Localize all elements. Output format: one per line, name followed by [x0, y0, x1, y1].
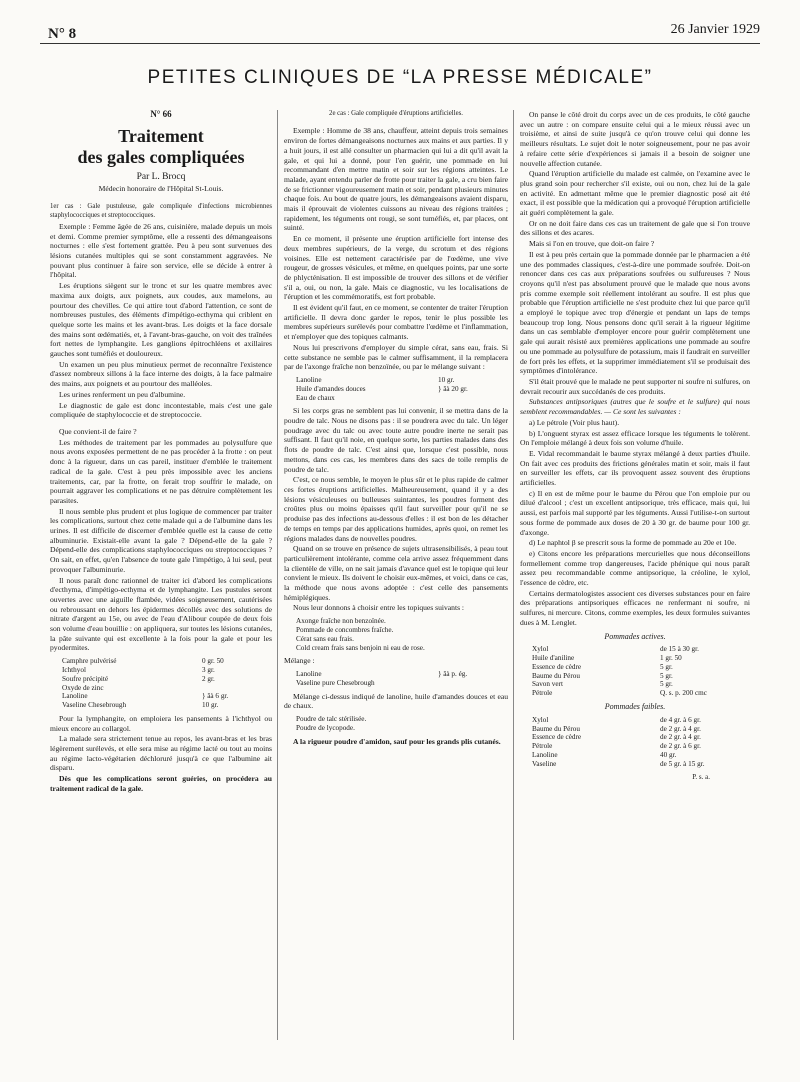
section-heading: Pommades faibles.: [604, 702, 666, 712]
article-author: Par L. Brocq: [136, 171, 186, 182]
topic-list: [296, 617, 508, 652]
quantity: [202, 684, 272, 693]
formula-row: [532, 733, 750, 742]
quantity: } âà p. ég.: [438, 670, 468, 679]
quantity: 0 gr. 50: [202, 657, 224, 666]
quantity: 5 gr.: [660, 662, 673, 671]
prescription-signature: P. s. a.: [692, 772, 710, 781]
ingredient: Vaseline Chesebrough: [62, 701, 127, 710]
column-1: [50, 110, 272, 795]
formula-row: [532, 689, 750, 698]
paragraph: d) Le naphtol β se prescrit sous la forme de pommade au 20e et 10e.: [529, 538, 737, 548]
formula-row: [62, 657, 272, 666]
formula-table: [62, 657, 272, 710]
formula-row: [532, 725, 750, 734]
quantity: 10 gr.: [438, 375, 455, 384]
paragraph: Mélange :: [284, 656, 315, 666]
quantity: 3 gr.: [202, 665, 215, 674]
paragraph: Nous leur donnons à choisir entre les topiques suivants :: [293, 603, 465, 613]
quantity: 5 gr.: [660, 680, 673, 689]
formula-row: [532, 751, 750, 760]
paragraph: Il nous paraît donc rationnel de traiter ici d'abord les complications d'ecthyma, d'impétigo-ecthyma et de lymphangite. Les pustules seront ouvertes avec une aiguille flambée, vidées soigneusement, cautérisées ou rebroussant en dehors les épidermes décollés avec des solutions de nitrate d'argent au 15e, ou avec de l'eau d'Alibour coupée de deux fois son volume d'eau bouillie : on appliquera, sur toutes les lésions cutanées, la pâte suivante qui est excellente à la fois pour la gale et pour les pyodermites.: [50, 575, 272, 653]
section-heading: Pommades actives.: [604, 631, 666, 641]
quantity: de 2 gr. à 4 gr.: [660, 724, 701, 733]
article-number: N° 66: [150, 109, 172, 119]
list-item: Poudre de talc stérilisée.: [296, 715, 367, 724]
column-divider: [277, 110, 278, 1040]
list-item: Poudre de lycopode.: [296, 723, 355, 732]
paragraph: Mélange ci-dessus indiqué de lanoline, huile d'amandes douces et eau de chaux.: [284, 691, 508, 711]
paragraph: On panse le côté droit du corps avec un de ces produits, le côté gauche avec un autre : on compare ensuite celui qui a le mieux réussi avec un troisième, et ainsi de suite jusqu'à ce qu'on trouve celui qui donne les meilleurs résultats. Le sujet doit le noter soigneusement, pour ne pas avoir à refaire cette série d'expériences si jamais il a besoin de soigner une nouvelle affection cutanée.: [520, 110, 750, 168]
ingredient: Ichthyol: [62, 665, 86, 674]
paragraph: E. Vidal recommandait le baume styrax mélangé à deux parties d'huile. On fait avec ces produits des frictions générales matin et soir, mais il faut en surveiller les effets, car ils provoquent assez souvent des éruptions artificielles.: [520, 448, 750, 488]
ingredient: Xylol: [532, 715, 549, 724]
column-divider: [513, 110, 514, 1040]
paragraph: b) L'onguent styrax est assez efficace lorsque les téguments le tolèrent. On l'emploie mélangé à deux fois son volume d'huile.: [520, 428, 750, 448]
quantity: 2 gr.: [202, 674, 215, 683]
ingredient: Lanoline: [296, 670, 322, 679]
ingredient: Essence de cèdre: [532, 662, 582, 671]
paragraph: C'est, ce nous semble, le moyen le plus sûr et le plus rapide de calmer ces fortes éruptions artificielles. Malheureusement, quand il y a des lésions vésiculeuses ou bulleuses suintantes, les poudres forment des croûtes plus ou moins épaisses qu'il faut surveiller pour qu'il ne se produise pas des infections au-dessous d'elles : il est bon de les détacher de temps en temps par des applications humides, après quoi, on remet les régions malades dans de nouvelles poudres.: [284, 475, 508, 543]
formula-row: [62, 684, 272, 693]
quantity: } âà 20 gr.: [438, 384, 468, 393]
ingredient: Pétrole: [532, 689, 553, 698]
paragraph: Quand l'éruption artificielle du malade est calmée, on l'examine avec le plus grand soin pour rechercher s'il existe, oui ou non, chez lui de la gale en activité. En admettant même que le premier diagnostic posé ait été exact, il est possible que la médication qui a provoqué l'éruption artificielle ait guéri complètement la gale.: [520, 169, 750, 218]
ingredient: Huile d'amandes douces: [296, 384, 366, 393]
topic-list: [296, 715, 508, 733]
formula-row: [532, 742, 750, 751]
quantity: de 2 gr. à 4 gr.: [660, 733, 701, 742]
formula-row: [532, 645, 750, 654]
formula-row: [62, 692, 272, 701]
formula-row: [62, 701, 272, 710]
ingredient: Savon vert: [532, 680, 563, 689]
title-line: des gales compliquées: [77, 146, 245, 167]
ingredient: Baume du Pérou: [532, 724, 580, 733]
issue-date: 26 Janvier 1929: [670, 22, 760, 37]
paragraph: Les méthodes de traitement par les pommades au polysulfure que nous avons exposées permettent de ne pas procéder à la frotte : on peut donc à la rigueur, dans un cas pareil, instituer d'emblée le traitement radical de la gale. C'est à peu près impossible avec les anciens traitements, car, par la frotte, on ferait trop souffrir le malade, on pourrait aggraver les complications et ne pas détruire complètement les parasites.: [50, 437, 272, 505]
journal-title: PETITES CLINIQUES DE “LA PRESSE MÉDICALE”: [147, 67, 653, 88]
formula-row: [62, 666, 272, 675]
paragraph: Que convient-il de faire ?: [59, 426, 137, 436]
paragraph: Les urines renferment un peu d'albumine.: [59, 389, 186, 399]
quantity: 1 gr. 50: [660, 654, 682, 663]
ingredient: Pétrole: [532, 742, 553, 751]
quantity: Q. s. p. 200 cmc: [660, 689, 707, 698]
header-rule: [40, 43, 760, 44]
formula-row: [532, 760, 750, 769]
ingredient: Vaseline pure Chesebrough: [296, 678, 375, 687]
formula-row: [532, 663, 750, 672]
paragraph: a) Le pétrole (Voir plus haut).: [529, 417, 620, 427]
ingredient: Soufre précipité: [62, 674, 109, 683]
paragraph: e) Citons encore les préparations mercurielles que nous déconseillons formellement comme trop dangereuses, l'acide phénique qui nous paraît assez peu recommandable comme antipsorique, la créoline, le xylol, l'essence de cèdre, etc.: [520, 548, 750, 588]
ingredient: Baume du Pérou: [532, 671, 580, 680]
paragraph: A la rigueur poudre d'amidon, sauf pour les grands plis cutanés.: [293, 736, 501, 746]
formula-row: [296, 394, 508, 403]
formula-row: [62, 675, 272, 684]
ingredient: Essence de cèdre: [532, 733, 582, 742]
formula-row: [532, 672, 750, 681]
formula-row: [532, 716, 750, 725]
quantity: de 15 à 30 gr.: [660, 645, 699, 654]
formula-table: [296, 376, 508, 402]
quantity: de 2 gr. à 6 gr.: [660, 742, 701, 751]
paragraph: Si les corps gras ne semblent pas lui convenir, il se mettra dans de la poudre de talc. Nous ne disons pas : il se poudrera avec du talc. Un léger poudrage avec du talc ou avec toute autre poudre inerte ne serait pas suffisant. Il faut qu'il noie, en quelque sorte, les parties malades dans des flots de poudre de talc. C'est ainsi que, lorsque c'est possible, nous mettons, dans ces cas, les membres dans des sacs de toile remplis de poudre de talc.: [284, 406, 508, 474]
paragraph: Substances antipsoriques (autres que le soufre et le sulfure) qui nous semblent recommandables. — Ce sont les suivantes :: [520, 397, 750, 417]
paragraph: La malade sera strictement tenue au repos, les avant-bras et les bras légèrement surélevés, et elle sera mise au régime lacté ou tout au moins au régime lacto-végétarien déchloruré jusqu'à ce que l'albumine ait disparu.: [50, 734, 272, 773]
list-item: Pommade de concombres fraîche.: [296, 625, 394, 634]
quantity: 5 gr.: [660, 671, 673, 680]
paragraph: c) Il en est de même pour le baume du Pérou que l'on emploie pur ou dilué d'alcool ; c'est un excellent antipsorique, très efficace, mais qui, lui aussi, est parfois mal supporté par les téguments. Aussi l'utilise-t-on surtout sous forme de pommade aux doses de 20 à 30 gr. de baume pour 100 gr. d'axonge.: [520, 488, 750, 537]
quantity: } âà 6 gr.: [202, 692, 229, 701]
paragraph: Nous lui prescrivons d'employer du simple cérat, sans eau, frais. Si cette substance ne semble pas le calmer suffisamment, il la remplacera par de l'axonge fraîche non benzoïnée, ou par le mélange suivant :: [284, 342, 508, 372]
quantity: [438, 394, 508, 403]
author-affiliation: Médecin honoraire de l'Hôpital St-Louis.: [98, 184, 224, 194]
article-title: [50, 126, 272, 168]
ingredient: Xylol: [532, 645, 549, 654]
paragraph: Un examen un peu plus minutieux permet de reconnaître l'existence d'assez nombreux sillons à la face interne des doigts, à la face palmaire des mains, aux poignets et au pourtour des malléoles.: [50, 359, 272, 389]
ingredient: Vaseline: [532, 759, 557, 768]
paragraph: Certains dermatologistes associent ces diverses substances pour en faire des préparations antipsoriques efficaces ne renfermant ni soufre, ni sulfures, ni mercure. Citons, comme exemples, les deux formules suivantes dues à M. Lenglet.: [520, 588, 750, 627]
formula-row: [296, 385, 508, 394]
paragraph: Pour la lymphangite, on emploiera les pansements à l'ichthyol ou mieux encore au collargol.: [50, 713, 272, 733]
formula-row: [296, 376, 508, 385]
column-2: [284, 110, 508, 747]
paragraph: Il est évident qu'il faut, en ce moment, se contenter de traiter l'éruption artificielle. Il devra donc garder le repos, tenir le plus possible les membres supérieurs surélevés pour combattre l'œdème et l'inflammation, et n'employer que des topiques calmants.: [284, 303, 508, 342]
paragraph: Or on ne doit faire dans ces cas un traitement de gale que si l'on trouve des sillons et des acares.: [520, 218, 750, 238]
paragraph: Exemple : Femme âgée de 26 ans, cuisinière, malade depuis un mois et demi. Comme premier symptôme, elle a ressenti des démangeaisons nocturnes : elle s'est fortement grattée. Peu à peu sont survenues des lésions cutanées multiples qui se sont constamment aggravées. Ne pouvant plus continuer à faire son service, elle se décide à entrer à l'hôpital.: [50, 221, 272, 280]
ingredient: Oxyde de zinc: [62, 683, 104, 692]
case-heading: 1er cas : Gale pustuleuse, gale compliquée d'infections microbiennes staphylococciques et streptococciques.: [50, 203, 272, 219]
paragraph: S'il était prouvé que le malade ne peut supporter ni soufre ni sulfures, on devrait recourir aux succédanés de ces produits.: [520, 376, 750, 396]
paragraph: Les éruptions siègent sur le tronc et sur les quatre membres avec maxima aux doigts, aux poignets, aux coudes, aux mamelons, au pourtour des chevilles. Ce qui attire tout d'abord l'attention, ce sont de nombreuses pustules, des éléments d'impétigo-ecthyma qui criblent en quelque sorte les mains et les avant-bras. Les doigts et la face dorsale des mains sont œdématiés, et, à l'avant-bras-gauche, on voit des traînées fort nettes de lymphangite. Les ganglions épitrochléens et axillaires gauches sont tuméfiés et douloureux.: [50, 281, 272, 359]
ingredient: Lanoline: [62, 692, 88, 701]
case-heading: 2e cas : Gale compliquée d'éruptions artificielles.: [329, 110, 463, 117]
ingredient: Eau de chaux: [296, 393, 335, 402]
quantity: de 4 gr. à 6 gr.: [660, 715, 701, 724]
formula-row: [296, 679, 508, 688]
formula-row: [532, 680, 750, 689]
paragraph: Le diagnostic de gale est donc incontestable, mais c'est une gale compliquée de staphylococcie et de streptococcie.: [50, 400, 272, 420]
formula-table: [532, 716, 750, 769]
ingredient: Lanoline: [532, 750, 558, 759]
list-item: Cérat sans eau frais.: [296, 634, 354, 643]
ingredient: Camphre pulvérisé: [62, 657, 117, 666]
formula-row: [532, 654, 750, 663]
ingredient: Huile d'aniline: [532, 654, 575, 663]
paragraph: Il nous semble plus prudent et plus logique de commencer par traiter les complications, surtout chez cette malade qui a de l'albumine dans les urines. Il est difficile de discerner d'emblée quelle est la cause de cette albuminurie. Existait-elle avant la gale ? Dépend-elle de la gale ? Dépend-elle des complications staphylococciques ou streptococciques ? On sait, en effet, qu'en l'absence de toute gale l'impétigo, à lui seul, peut provoquer l'albuminurie.: [50, 506, 272, 574]
paragraph: En ce moment, il présente une éruption artificielle fort intense des deux membres supérieurs, de la verge, du scrotum et des régions voisines. Elle est nettement caractérisée par de l'œdème, une vive rougeur, de grosses vésicules, et même, en quelques points, par une sorte de phlycténisation. Il est impossible de trouver des sillons et de vérifier s'il a, oui, ou non, la gale. Mais ce diagnostic, vu les localisations de l'éruption et les commémoratifs, est fort probable.: [284, 234, 508, 302]
quantity: [438, 679, 508, 688]
formula-row: [296, 670, 508, 679]
column-3: [520, 110, 750, 782]
paragraph: Quand on se trouve en présence de sujets ultrasensibilisés, à peau tout particulièrement intolérante, comme cela arrive assez fréquemment dans la clientèle de ville, on ne sait jamais d'avance quel est le topique qui leur convient le mieux. Ils doivent le choisir eux-mêmes, et voici, dans ce cas, la méthode que nous avons adoptée : c'est celle des pansements hémiplégiques.: [284, 544, 508, 602]
list-item: Cold cream frais sans benjoin ni eau de rose.: [296, 643, 425, 652]
paragraph: Exemple : Homme de 38 ans, chauffeur, atteint depuis trois semaines environ de fortes démangeaisons nocturnes aux mains et aux parties. Il y a huit jours, il est allé consulter un pharmacien qui lui a dit qu'il avait la gale, et qui lui a donné, pour l'en guérir, une pommade en lui recommandant d'en mettre matin et soir sur les régions atteintes. Le malade, ayant entendu parler de frotte pour traiter la gale, a cru bien faire de se frictionner vigoureusement matin et soir, pendant plusieurs minutes chaque fois. Au bout de quatre jours, les démangeaisons avaient disparu, mais il éprouvait de violentes cuissons au niveau des régions traitées ; rapidement, les téguments ont rougi, se sont tuméfiés, et, par places, ont suinté.: [284, 126, 508, 233]
paragraph: Il est à peu près certain que la pommade donnée par le pharmacien a été une des pommades classiques, c'est-à-dire une pommade soufrée. Doit-on renoncer dans ces cas aux préparations soufrées ou sulfureuses ? Nous croyons qu'il n'est pas absolument prouvé que le malade que nous avons pris comme exemple soit réellement intolérant au soufre. Il est plus que probable que l'éruption artificielle ne s'est produite chez lui que parce qu'il a employé le topique avec trop d'énergie et pendant un laps de temps beaucoup trop long. Nous pensons donc qu'il serait à la rigueur légitime dans un cas semblable d'employer encore pour guérir complètement une gale qui aurait résisté aux premières applications une pommade au soufre ou une pommade au polysulfure de potassium, mais il faudrait en surveiller de fort près les effets, et la supprimer immédiatement s'il se produisait des symptômes d'intolérance.: [520, 249, 750, 376]
list-item: Axonge fraîche non benzoïnée.: [296, 617, 386, 626]
quantity: de 5 gr. à 15 gr.: [660, 759, 705, 768]
quantity: 10 gr.: [202, 701, 219, 710]
paragraph: Mais si l'on en trouve, que doit-on faire ?: [529, 239, 655, 249]
ingredient: Lanoline: [296, 375, 322, 384]
formula-table: [296, 670, 508, 688]
paragraph: Dès que les complications seront guéries, on procédera au traitement radical de la gale.: [50, 774, 272, 793]
issue-number: N° 8: [48, 26, 77, 42]
formula-table: [532, 645, 750, 698]
title-line: Traitement: [118, 125, 204, 146]
quantity: 40 gr.: [660, 750, 677, 759]
